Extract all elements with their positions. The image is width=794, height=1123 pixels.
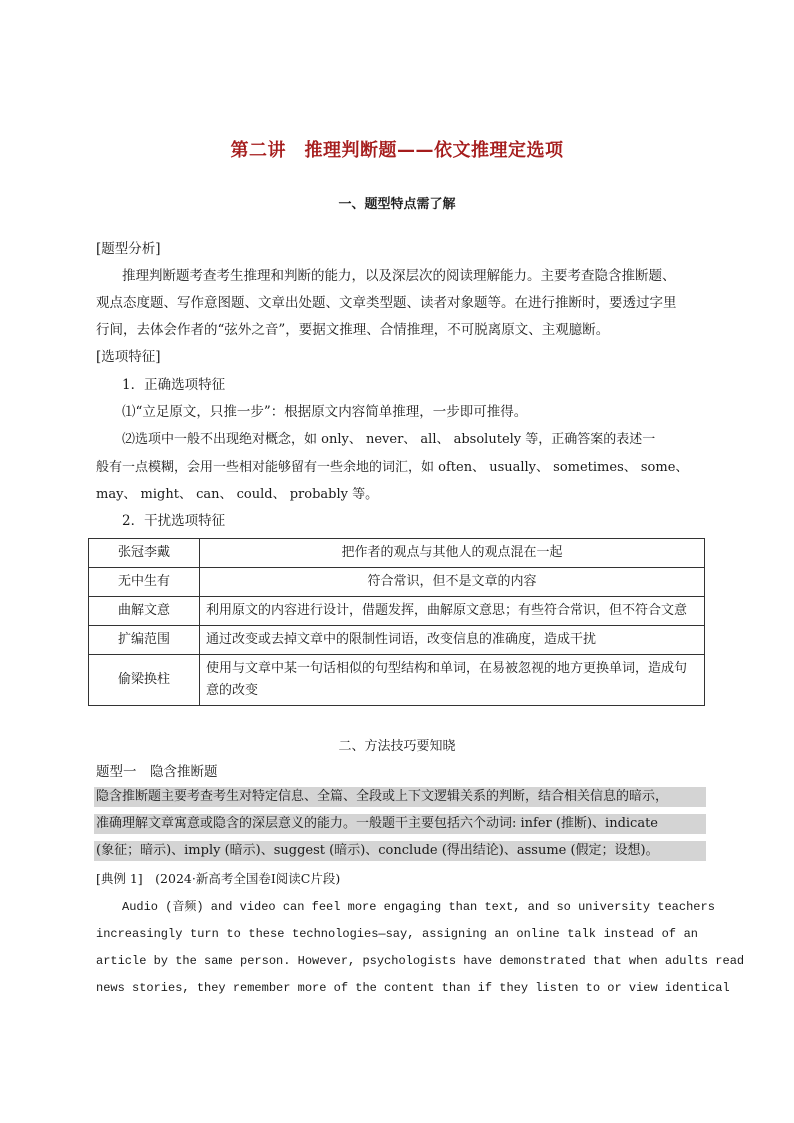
example-heading: [典例 1] (2024·新高考全国卷Ⅰ阅读C片段) bbox=[96, 871, 341, 886]
highlighted-line-2: 准确理解文章寓意或隐含的深层意义的能力。一般题干主要包括六个动词: infer (推断)、indicate bbox=[94, 814, 706, 834]
analysis-line-3: 行间，去体会作者的“弦外之音”，要据文推理、合情推理，不可脱离原文、主观臆断。 bbox=[96, 322, 610, 338]
highlighted-line-3: (象征；暗示)、imply (暗示)、suggest (暗示)、conclude (得出结论)、assume (假定；设想)。 bbox=[94, 841, 706, 861]
table-cell-key: 曲解文意 bbox=[89, 597, 200, 626]
analysis-heading: [题型分析] bbox=[96, 241, 161, 257]
table-cell-key: 扩编范围 bbox=[89, 626, 200, 655]
passage-line-1: Audio (音频) and video can feel more engaging than text, and so university teachers bbox=[122, 900, 715, 914]
feature-point-2-line-2: 般有一点模糊，会用一些相对能够留有一些余地的词汇，如 often、 usually、 sometimes、 some、 bbox=[96, 460, 689, 475]
analysis-line-1: 推理判断题考查考生推理和判断的能力，以及深层次的阅读理解能力。主要考查隐含推断题、 bbox=[122, 268, 676, 284]
table-row bbox=[89, 626, 705, 655]
table-cell-desc: 通过改变或去掉文章中的限制性词语，改变信息的准确度，造成干扰 bbox=[200, 626, 705, 655]
section-heading-2: 二、方法技巧要知晓 bbox=[338, 739, 456, 754]
table-row bbox=[89, 597, 705, 626]
correct-option-heading: 1．正确选项特征 bbox=[122, 377, 226, 393]
analysis-line-2: 观点态度题、写作意图题、文章出处题、文章类型题、读者对象题等。在进行推断时，要透过字里 bbox=[96, 295, 677, 311]
highlighted-line-1: 隐含推断题主要考查考生对特定信息、全篇、全段或上下文逻辑关系的判断，结合相关信息的暗示， bbox=[94, 787, 706, 807]
type1-heading: 题型一 隐含推断题 bbox=[96, 764, 218, 780]
feature-point-1: ⑴“立足原文，只推一步”：根据原文内容简单推理，一步即可推得。 bbox=[122, 404, 528, 420]
page-title: 第二讲 推理判断题——依文推理定选项 bbox=[230, 140, 564, 161]
table-cell-desc: 把作者的观点与其他人的观点混在一起 bbox=[200, 539, 705, 568]
table-cell-key: 偷梁换柱 bbox=[89, 655, 200, 706]
distractor-table bbox=[88, 538, 705, 706]
feature-point-2-line-3: may、 might、 can、 could、 probably 等。 bbox=[96, 487, 379, 502]
features-heading: [选项特征] bbox=[96, 349, 161, 365]
table-cell-key: 无中生有 bbox=[89, 568, 200, 597]
feature-point-2-line-1: ⑵选项中一般不出现绝对概念，如 only、 never、 all、 absolutely 等，正确答案的表述一 bbox=[122, 432, 656, 447]
passage-line-3: article by the same person. However, psychologists have demonstrated that when adults read bbox=[96, 954, 745, 968]
table-row bbox=[89, 655, 705, 706]
section-heading-1: 一、题型特点需了解 bbox=[338, 197, 456, 212]
table-cell-desc: 使用与文章中某一句话相似的句型结构和单词，在易被忽视的地方更换单词，造成句意的改变 bbox=[200, 655, 705, 706]
table-row bbox=[89, 568, 705, 597]
table-row bbox=[89, 539, 705, 568]
passage-line-2: increasingly turn to these technologies—say, assigning an online talk instead of an bbox=[96, 927, 698, 941]
passage-line-4: news stories, they remember more of the content than if they listen to or view identical bbox=[96, 981, 730, 995]
table-cell-desc: 利用原文的内容进行设计，借题发挥，曲解原文意思；有些符合常识，但不符合文意 bbox=[200, 597, 705, 626]
table-cell-desc: 符合常识，但不是文章的内容 bbox=[200, 568, 705, 597]
table-cell-key: 张冠李戴 bbox=[89, 539, 200, 568]
distractor-option-heading: 2．干扰选项特征 bbox=[122, 513, 226, 529]
